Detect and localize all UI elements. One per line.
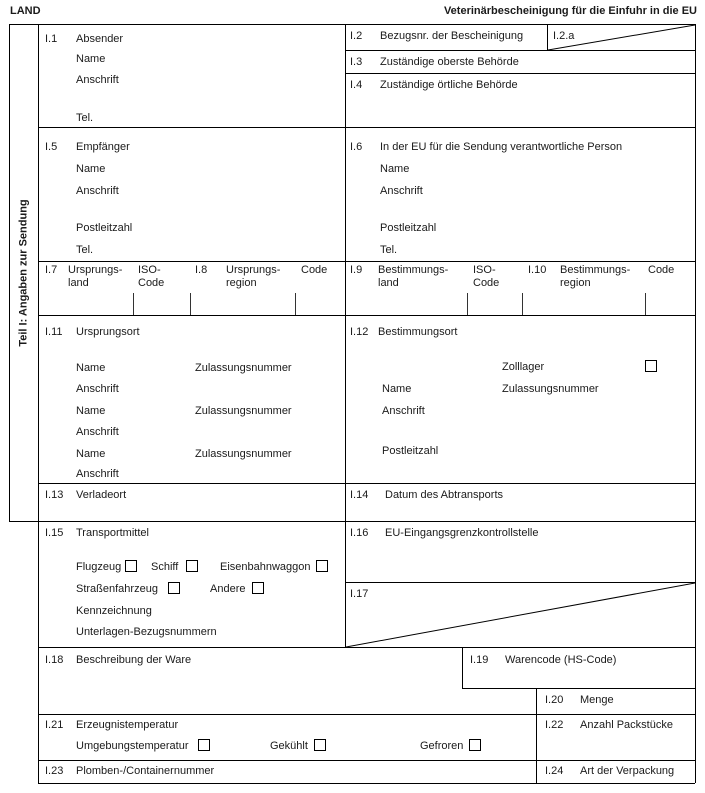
grid-line xyxy=(38,714,695,715)
field-i19-number: I.19 xyxy=(470,654,489,666)
field-i12-name-label: Name xyxy=(382,383,412,395)
field-i1-address-label: Anschrift xyxy=(76,74,119,86)
grid-line xyxy=(38,647,695,648)
grid-line xyxy=(695,24,696,783)
field-i10-code-label: Code xyxy=(648,264,675,276)
field-i12-address-label: Anschrift xyxy=(382,405,425,417)
field-i21-number: I.21 xyxy=(45,719,64,731)
field-i21-label: Erzeugnistemperatur xyxy=(76,719,179,731)
field-i10-number: I.10 xyxy=(528,264,547,276)
field-i7-iso-label: ISO- Code xyxy=(138,264,165,289)
grid-line xyxy=(9,521,696,522)
field-i8-code-label: Code xyxy=(301,264,328,276)
grid-line xyxy=(38,483,695,484)
diagonal-strike-i17 xyxy=(346,583,695,647)
checkbox-flugzeug[interactable] xyxy=(125,560,137,572)
column-tick xyxy=(645,293,646,315)
grid-line xyxy=(345,24,346,647)
field-i4-number: I.4 xyxy=(350,79,363,91)
field-i11-address-label: Anschrift xyxy=(76,383,119,395)
field-i10-label: Bestimmungs- region xyxy=(560,264,631,289)
grid-line xyxy=(38,760,695,761)
field-i6-phone-label: Tel. xyxy=(380,244,398,256)
grid-line xyxy=(38,315,695,316)
field-i4-label: Zuständige örtliche Behörde xyxy=(380,79,518,91)
field-i11-number: I.11 xyxy=(45,326,63,338)
column-tick xyxy=(133,293,134,315)
checkbox-zolllager[interactable] xyxy=(645,360,657,372)
field-i15-label: Transportmittel xyxy=(76,527,149,539)
field-i6-address-label: Anschrift xyxy=(380,185,423,197)
field-i11-label: Ursprungsort xyxy=(76,326,140,338)
grid-line xyxy=(38,783,695,784)
field-i11-address-label: Anschrift xyxy=(76,426,119,438)
field-i5-number: I.5 xyxy=(45,141,58,153)
field-i12-label: Bestimmungsort xyxy=(378,326,458,338)
field-i3-number: I.3 xyxy=(350,56,363,68)
grid-line xyxy=(345,73,695,74)
field-i7-number: I.7 xyxy=(45,264,58,276)
checkbox-schiff[interactable] xyxy=(186,560,198,572)
field-i12-number: I.12 xyxy=(350,326,369,338)
field-i11-approval-label: Zulassungsnummer xyxy=(195,362,292,374)
field-i23-label: Plomben-/Containernummer xyxy=(76,765,215,777)
field-i2a-number: I.2.a xyxy=(553,30,575,42)
checkbox-andere[interactable] xyxy=(252,582,264,594)
field-i13-label: Verladeort xyxy=(76,489,127,501)
checkbox-eisenbahnwaggon[interactable] xyxy=(316,560,328,572)
field-i7-label: Ursprungs- land xyxy=(68,264,123,289)
field-i1-label: Absender xyxy=(76,33,124,45)
field-i19-label: Warencode (HS-Code) xyxy=(505,654,617,666)
field-i15-doc-refs-label: Unterlagen-Bezugsnummern xyxy=(76,626,217,638)
grid-line xyxy=(38,261,695,262)
field-i5-label: Empfänger xyxy=(76,141,130,153)
field-i17-number: I.17 xyxy=(350,588,369,600)
grid-line xyxy=(345,50,695,51)
field-i16-number: I.16 xyxy=(350,527,369,539)
field-i11-approval-label: Zulassungsnummer xyxy=(195,448,292,460)
field-i5-address-label: Anschrift xyxy=(76,185,119,197)
field-i1-number: I.1 xyxy=(45,33,58,45)
option-andere-label: Andere xyxy=(210,583,246,595)
country-label: LAND xyxy=(10,5,41,17)
grid-line xyxy=(462,647,463,688)
field-i13-number: I.13 xyxy=(45,489,64,501)
option-umgebungstemperatur-label: Umgebungstemperatur xyxy=(76,740,189,752)
column-tick xyxy=(295,293,296,315)
field-i8-number: I.8 xyxy=(195,264,208,276)
option-schiff-label: Schiff xyxy=(151,561,179,573)
page-title: Veterinärbescheinigung für die Einfuhr in die EU xyxy=(443,5,697,17)
checkbox-umgebungstemperatur[interactable] xyxy=(198,739,210,751)
field-i23-number: I.23 xyxy=(45,765,64,777)
field-i6-name-label: Name xyxy=(380,163,410,175)
field-i22-number: I.22 xyxy=(545,719,564,731)
field-i24-number: I.24 xyxy=(545,765,564,777)
field-i20-label: Menge xyxy=(580,694,614,706)
option-strassenfahrzeug-label: Straßenfahrzeug xyxy=(76,583,158,595)
field-i24-label: Art der Verpackung xyxy=(580,765,675,777)
part1-side-label: Teil I: Angaben zur Sendung xyxy=(17,198,30,347)
grid-line xyxy=(536,688,537,783)
field-i12-customs-warehouse-label: Zolllager xyxy=(502,361,545,373)
checkbox-gekuehlt[interactable] xyxy=(314,739,326,751)
field-i2-label: Bezugsnr. der Bescheinigung xyxy=(380,30,524,42)
option-gekuehlt-label: Gekühlt xyxy=(270,740,308,752)
field-i18-number: I.18 xyxy=(45,654,64,666)
field-i1-name-label: Name xyxy=(76,53,106,65)
field-i11-name-label: Name xyxy=(76,448,106,460)
field-i12-postal-label: Postleitzahl xyxy=(382,445,439,457)
field-i11-address-label: Anschrift xyxy=(76,468,119,480)
field-i15-identification-label: Kennzeichnung xyxy=(76,605,152,617)
field-i6-postal-label: Postleitzahl xyxy=(380,222,437,234)
checkbox-gefroren[interactable] xyxy=(469,739,481,751)
field-i8-label: Ursprungs- region xyxy=(226,264,281,289)
column-tick xyxy=(522,293,523,315)
option-eisenbahnwaggon-label: Eisenbahnwaggon xyxy=(220,561,311,573)
part1-side-strip xyxy=(9,24,38,521)
field-i3-label: Zuständige oberste Behörde xyxy=(380,56,519,68)
field-i11-name-label: Name xyxy=(76,362,106,374)
field-i18-label: Beschreibung der Ware xyxy=(76,654,192,666)
column-tick xyxy=(467,293,468,315)
field-i14-number: I.14 xyxy=(350,489,369,501)
field-i20-number: I.20 xyxy=(545,694,564,706)
option-gefroren-label: Gefroren xyxy=(420,740,464,752)
field-i15-number: I.15 xyxy=(45,527,64,539)
field-i1-phone-label: Tel. xyxy=(76,112,94,124)
field-i9-iso-label: ISO- Code xyxy=(473,264,500,289)
field-i9-label: Bestimmungs- land xyxy=(378,264,449,289)
field-i11-name-label: Name xyxy=(76,405,106,417)
checkbox-strassenfahrzeug[interactable] xyxy=(168,582,180,594)
column-tick xyxy=(190,293,191,315)
field-i22-label: Anzahl Packstücke xyxy=(580,719,673,731)
field-i16-label: EU-Eingangsgrenzkontrollstelle xyxy=(385,527,539,539)
grid-line xyxy=(462,688,695,689)
option-flugzeug-label: Flugzeug xyxy=(76,561,122,573)
field-i6-number: I.6 xyxy=(350,141,363,153)
field-i5-postal-label: Postleitzahl xyxy=(76,222,133,234)
field-i12-approval-label: Zulassungsnummer xyxy=(502,383,599,395)
field-i6-label: In der EU für die Sendung verantwortliche Person xyxy=(380,141,623,153)
grid-line xyxy=(38,24,39,783)
grid-line xyxy=(38,127,695,128)
field-i9-number: I.9 xyxy=(350,264,363,276)
field-i5-name-label: Name xyxy=(76,163,106,175)
field-i5-phone-label: Tel. xyxy=(76,244,94,256)
field-i14-label: Datum des Abtransports xyxy=(385,489,504,501)
field-i11-approval-label: Zulassungsnummer xyxy=(195,405,292,417)
field-i2-number: I.2 xyxy=(350,30,363,42)
